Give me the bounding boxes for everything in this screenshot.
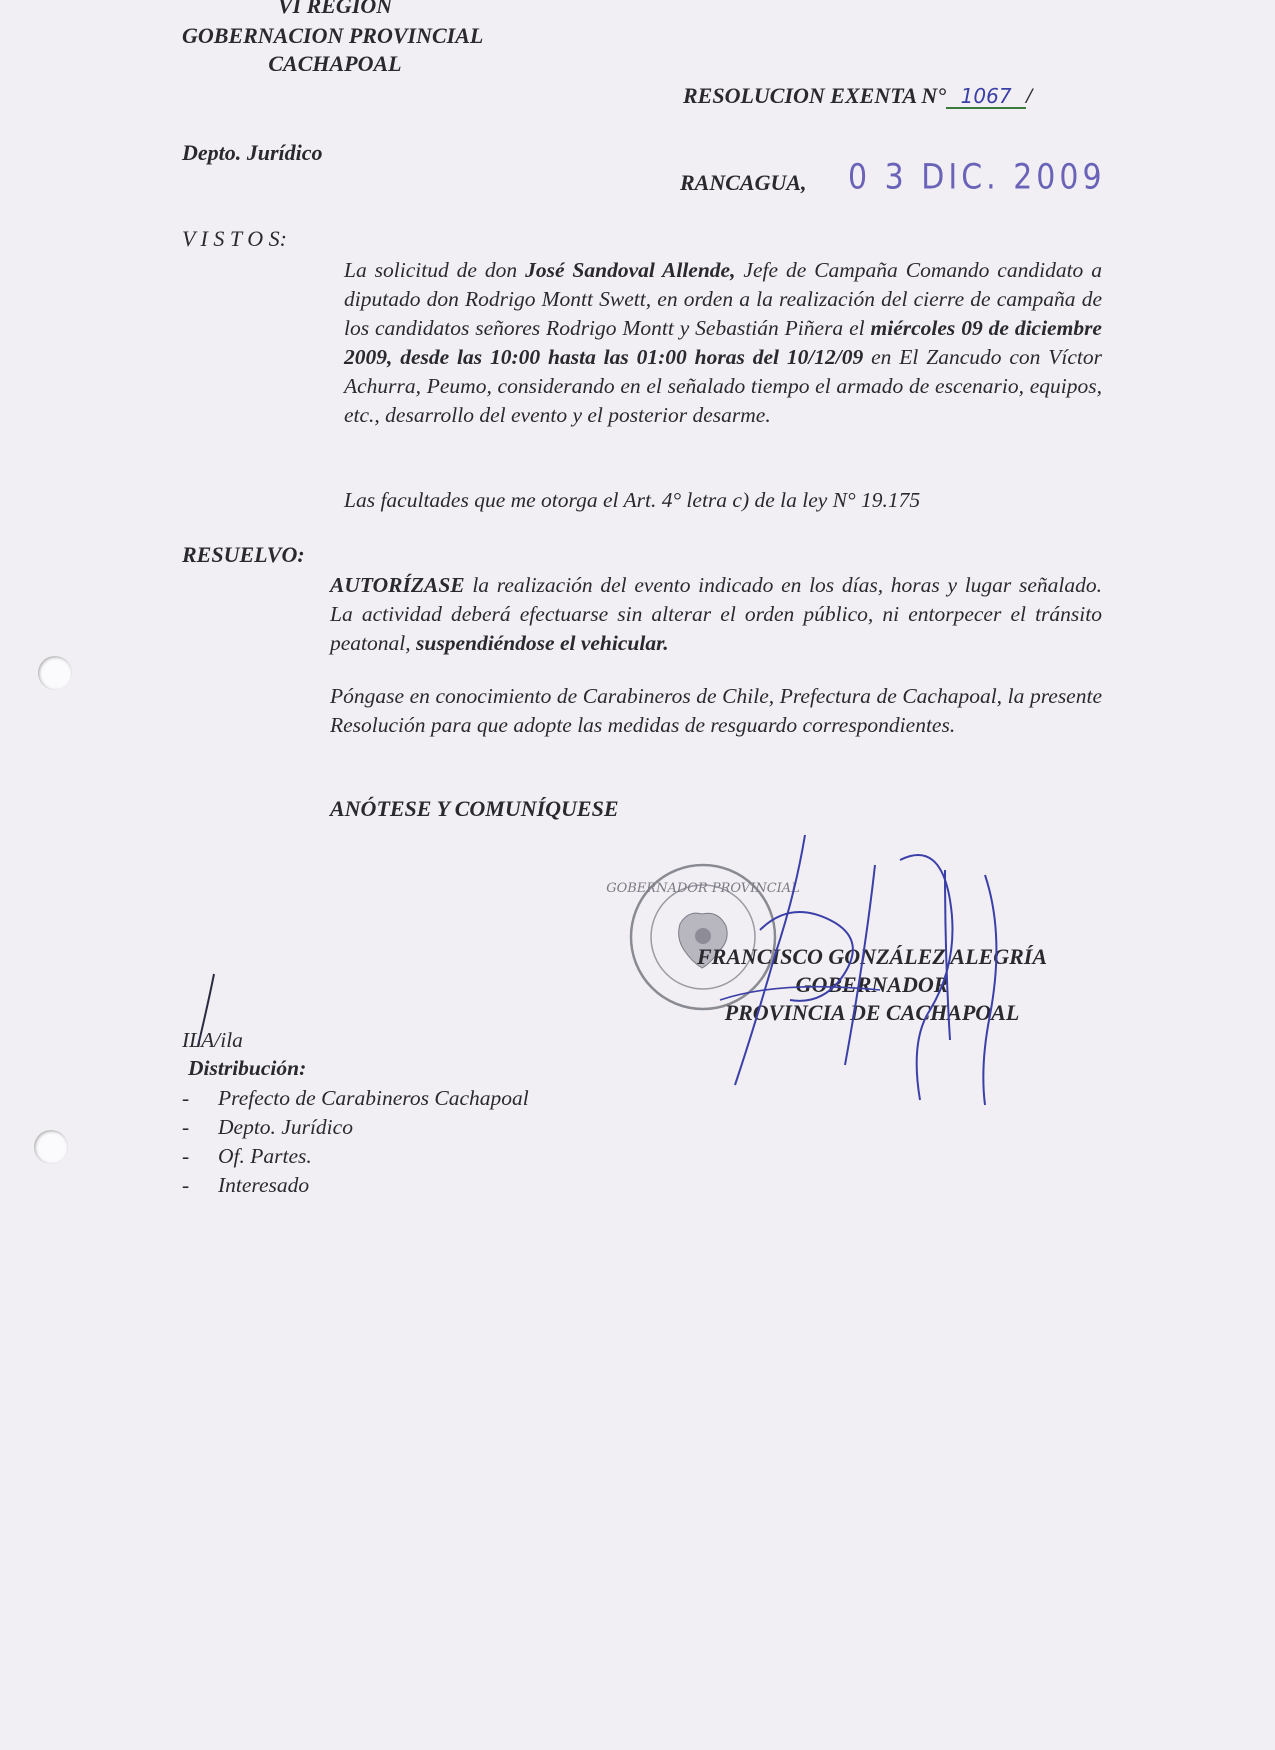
list-item: - Depto. Jurídico: [182, 1115, 353, 1139]
legal-basis: Las facultades que me otorga el Art. 4° letra c) de la ley N° 19.175: [344, 488, 921, 512]
closing-formula: ANÓTESE Y COMUNÍQUESE: [330, 796, 619, 821]
handwritten-signature-icon: [600, 830, 1060, 1110]
resuelvo-paragraph-2: Póngase en conocimiento de Carabineros de Chile, Prefectura de Cachapoal, la presente Resolución para que adopte las medidas de resguardo correspondientes.: [330, 684, 1102, 737]
resolution-suffix: /: [1026, 83, 1033, 108]
authorize-word: AUTORÍZASE: [330, 573, 465, 597]
distribution-list: [182, 1084, 529, 1200]
department-label: Depto. Jurídico: [182, 140, 323, 165]
list-item: - Of. Partes.: [182, 1144, 312, 1168]
office-header: GOBERNACION PROVINCIAL: [182, 23, 484, 48]
applicant-name: José Sandoval Allende,: [525, 258, 736, 282]
resuelvo-paragraph-1: AUTORÍZASE la realización del evento indicado en los días, horas y lugar señalado. La actividad deberá efectuarse sin alterar el orden público, ni entorpecer el tránsito peatonal, suspendiéndose el vehicular.: [330, 573, 1102, 655]
initials-check-icon: [186, 972, 226, 1052]
region-header: VI REGION: [277, 0, 393, 18]
vehicle-suspension: suspendiéndose el vehicular.: [416, 631, 669, 655]
province-header: CACHAPOAL: [268, 51, 402, 76]
city-label: RANCAGUA,: [680, 170, 807, 195]
seal-text: GOBERNADOR PROVINCIAL: [606, 881, 800, 896]
resuelvo-heading: RESUELVO:: [182, 542, 305, 567]
punch-hole-icon: [38, 656, 72, 690]
resolution-title: [683, 82, 1032, 110]
resolution-label: RESOLUCION EXENTA N°: [683, 83, 947, 108]
punch-hole-icon: [34, 1130, 68, 1164]
vistos-paragraph: La solicitud de don José Sandoval Allende, Jefe de Campaña Comando candidato a diputado don Rodrigo Montt Swett, en orden a la realización del cierre de campaña de los candidatos señores Rodrigo Montt y Sebastián Piñera el miércoles 09 de diciembre 2009, desde las 10:00 hasta las 01:00 horas del 10/12/09 en El Zancudo con Víctor Achurra, Peumo, considerando en el señalado tiempo el armado de escenario, equipos, etc., desarrollo del evento y el posterior desarme.: [344, 258, 1102, 427]
list-item: - Interesado: [182, 1173, 310, 1197]
list-item: - Prefecto de Carabineros Cachapoal: [182, 1086, 529, 1110]
vistos-heading: V I S T O S:: [182, 226, 287, 251]
signer-province: PROVINCIA DE CACHAPOAL: [724, 1000, 1020, 1025]
initials: ILA/ila: [182, 1028, 243, 1052]
resolution-number: 1067: [946, 85, 1026, 109]
signer-name: FRANCISCO GONZÁLEZ ALEGRÍA: [696, 944, 1048, 969]
date-stamp: 0 3 DIC. 2009: [848, 157, 1106, 198]
signer-title: GOBERNADOR: [795, 972, 949, 997]
event-datetime: miércoles 09 de diciembre 2009, desde las 10:00 hasta las 01:00 horas del 10/12/09: [344, 316, 1102, 369]
distribution-heading: Distribución:: [188, 1056, 307, 1080]
